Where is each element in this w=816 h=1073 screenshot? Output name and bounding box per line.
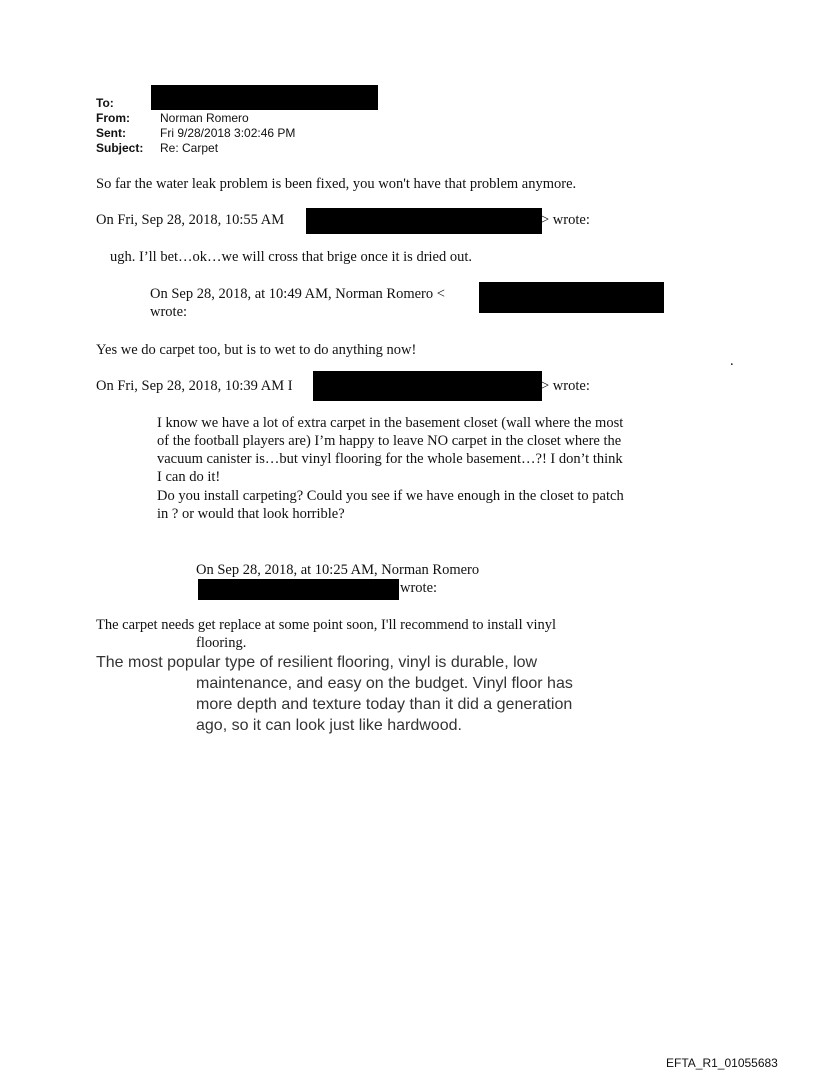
vinyl-paragraph-line: ago, so it can look just like hardwood. <box>196 717 462 734</box>
redaction-box-quote-2 <box>479 282 664 313</box>
quote-2-intro-end: wrote: <box>150 304 188 320</box>
quote-3-line: of the football players are) I’m happy to leave NO carpet in the closet where the <box>157 433 622 449</box>
quote-4-intro-end: wrote: <box>400 580 438 596</box>
vinyl-paragraph-line: The most popular type of resilient flooring, vinyl is durable, low <box>96 654 538 671</box>
reply-message-3-line: The carpet needs get replace at some point soon, I'll recommend to install vinyl <box>96 617 557 633</box>
subject-label: Subject: <box>96 141 144 155</box>
quote-3-intro-end: > wrote: <box>541 378 590 394</box>
reply-message-3-line: flooring. <box>196 635 247 651</box>
redaction-box-to <box>151 85 378 110</box>
quote-3-line: vacuum canister is…but vinyl flooring for the whole basement…?! I don’t think <box>157 451 623 467</box>
quote-1-intro-end: > wrote: <box>541 212 590 228</box>
stray-dot: . <box>730 353 734 369</box>
redaction-box-quote-3 <box>313 371 542 401</box>
sent-value: Fri 9/28/2018 3:02:46 PM <box>160 126 296 140</box>
quote-3-line: Do you install carpeting? Could you see if we have enough in the closet to patch <box>157 488 624 504</box>
reply-message-1: So far the water leak problem is been fixed, you won't have that problem anymore. <box>96 176 577 192</box>
from-label: From: <box>96 111 130 125</box>
reply-message-2: Yes we do carpet too, but is to wet to do anything now! <box>96 342 417 358</box>
quote-4-intro-start: On Sep 28, 2018, at 10:25 AM, Norman Romero <box>196 562 480 578</box>
to-label: To: <box>96 96 114 110</box>
redaction-box-quote-4 <box>198 579 399 600</box>
vinyl-paragraph-line: maintenance, and easy on the budget. Vinyl floor has <box>196 675 573 692</box>
quote-3-line: I know we have a lot of extra carpet in the basement closet (wall where the most <box>157 415 624 431</box>
quote-3-line: in ? or would that look horrible? <box>157 506 345 522</box>
quote-2-intro-start: On Sep 28, 2018, at 10:49 AM, Norman Romero < <box>150 286 445 302</box>
quote-3-intro-start: On Fri, Sep 28, 2018, 10:39 AM I <box>96 378 293 394</box>
document-id: EFTA_R1_01055683 <box>666 1056 778 1070</box>
quote-1-intro-start: On Fri, Sep 28, 2018, 10:55 AM <box>96 212 285 228</box>
redaction-box-quote-1 <box>306 208 542 234</box>
sent-label: Sent: <box>96 126 126 140</box>
subject-value: Re: Carpet <box>160 141 219 155</box>
from-value: Norman Romero <box>160 111 249 125</box>
quote-3-line: I can do it! <box>157 469 221 485</box>
quote-1-text: ugh. I’ll bet…ok…we will cross that brige once it is dried out. <box>110 249 473 265</box>
vinyl-paragraph-line: more depth and texture today than it did a generation <box>196 696 573 713</box>
